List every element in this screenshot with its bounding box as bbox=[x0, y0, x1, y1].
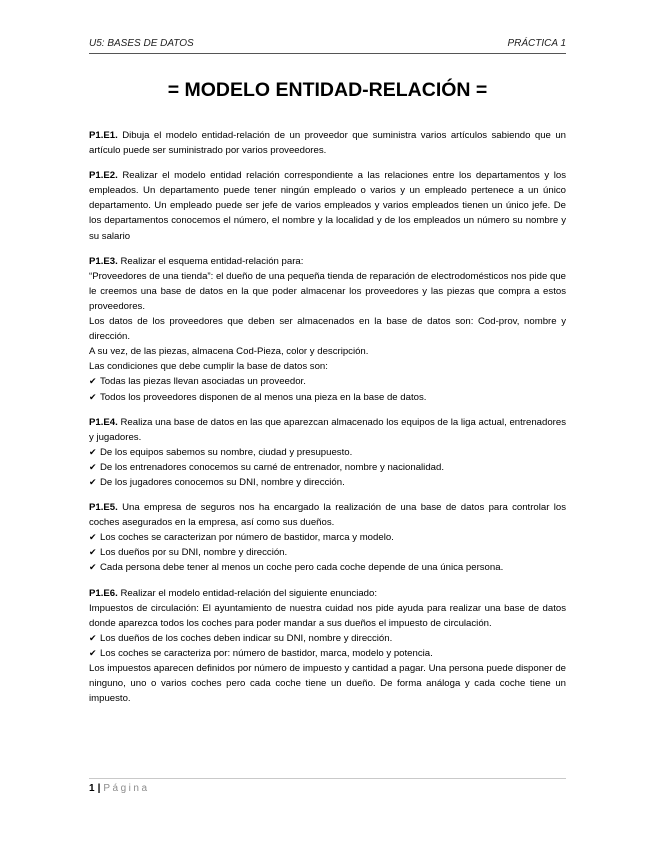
exercise-paragraph bbox=[89, 500, 566, 530]
bullet-text: Cada persona debe tener al menos un coche pero cada coche depende de una única persona. bbox=[100, 562, 504, 574]
exercise-paragraph bbox=[89, 314, 566, 344]
exercise-text: Las condiciones que debe cumplir la base de datos son: bbox=[89, 361, 328, 373]
exercise-paragraph bbox=[89, 254, 566, 269]
bullet-text: Los coches se caracterizan por número de bastidor, marca y modelo. bbox=[100, 532, 394, 544]
bullet-item bbox=[89, 390, 566, 405]
exercise-section bbox=[89, 254, 566, 405]
exercise-text: Realiza una base de datos en las que aparezcan almacenado los equipos de la liga actual, entrenadores y jugadores. bbox=[89, 416, 566, 443]
page-footer bbox=[89, 778, 566, 794]
check-icon: ✔ bbox=[89, 446, 97, 457]
exercise-text: “Proveedores de una tienda”: el dueño de una pequeña tienda de reparación de electrodomésticos nos pide que le creemos una base de datos en la que poder almacenar los proveedores y las piezas que compra a estos proveedores. bbox=[89, 270, 566, 312]
exercise-code: P1.E4. bbox=[89, 416, 118, 428]
check-icon: ✔ bbox=[89, 532, 97, 543]
check-icon: ✔ bbox=[89, 632, 97, 643]
check-icon: ✔ bbox=[89, 647, 97, 658]
bullet-item bbox=[89, 460, 566, 475]
check-icon: ✔ bbox=[89, 461, 97, 472]
exercise-code: P1.E1. bbox=[89, 130, 118, 141]
footer-separator: | bbox=[97, 783, 101, 794]
header-right: PRÁCTICA 1 bbox=[507, 38, 566, 49]
check-icon: ✔ bbox=[89, 547, 97, 558]
bullet-item bbox=[89, 374, 566, 389]
exercise-text: Realizar el esquema entidad-relación para: bbox=[120, 255, 304, 267]
page-word: Página bbox=[103, 783, 150, 794]
exercise-text: Dibuja el modelo entidad-relación de un proveedor que suministra varios artículos sabiendo que un artículo puede ser suministrado por varios proveedores. bbox=[89, 130, 566, 157]
exercise-paragraph bbox=[89, 128, 566, 158]
document-title: = MODELO ENTIDAD-RELACIÓN = bbox=[167, 79, 488, 101]
exercise-code: P1.E6. bbox=[89, 587, 118, 599]
bullet-item bbox=[89, 631, 566, 646]
bullet-item bbox=[89, 530, 566, 545]
bullet-item bbox=[89, 560, 566, 575]
exercise-paragraph bbox=[89, 359, 566, 374]
page-header bbox=[89, 38, 566, 54]
exercise-paragraph bbox=[89, 586, 566, 601]
bullet-text: Los dueños de los coches deben indicar su DNI, nombre y dirección. bbox=[100, 632, 393, 644]
check-icon: ✔ bbox=[89, 562, 97, 573]
bullet-text: Todos los proveedores disponen de al menos una pieza en la base de datos. bbox=[100, 391, 427, 403]
exercise-section bbox=[89, 168, 566, 243]
exercise-code: P1.E2. bbox=[89, 170, 118, 182]
check-icon: ✔ bbox=[89, 391, 97, 402]
exercise-text: Realizar el modelo entidad relación correspondiente a las relaciones entre los departamentos y los empleados. Un departamento puede tener ningún empleado o varios y un empleado pertenece a un único departamento. Un empleado puede ser jefe de varios empleados y varios empleados tienen un único jefe. De los departamentos conocemos el número, el nombre y la localidad y de los empleados un número su nombre y su salario bbox=[89, 170, 567, 242]
exercise-text: Los datos de los proveedores que deben ser almacenados en la base de datos son: Cod-prov, nombre y dirección. bbox=[89, 316, 566, 343]
bullet-text: De los entrenadores conocemos su carné de entrenador, nombre y nacionalidad. bbox=[100, 461, 444, 473]
exercise-text: Una empresa de seguros nos ha encargado la realización de una base de datos para controlar los coches asegurados en la empresa, así como sus dueños. bbox=[89, 502, 566, 529]
exercise-text: Realizar el modelo entidad-relación del siguiente enunciado: bbox=[120, 587, 378, 599]
bullet-item bbox=[89, 545, 566, 560]
exercise-section bbox=[89, 500, 566, 575]
bullet-text: Los coches se caracteriza por: número de bastidor, marca, modelo y potencia. bbox=[100, 647, 433, 659]
exercise-text: Impuestos de circulación: El ayuntamiento de nuestra cuidad nos pide ayuda para realizar una base de datos donde aparezca todos los coches para poder mandar a sus dueños el impuesto de circulación. bbox=[89, 602, 566, 629]
check-icon: ✔ bbox=[89, 476, 97, 487]
bullet-text: Todas las piezas llevan asociadas un proveedor. bbox=[100, 376, 306, 388]
exercise-list bbox=[89, 128, 566, 716]
exercise-text: A su vez, de las piezas, almacena Cod-Pieza, color y descripción. bbox=[89, 346, 369, 358]
bullet-text: Los dueños por su DNI, nombre y dirección. bbox=[100, 547, 288, 559]
exercise-section bbox=[89, 415, 566, 490]
exercise-paragraph: Los impuestos aparecen definidos por número de impuesto y cantidad a pagar. Una persona puede disponer de ninguno, uno o varios coches pero cada coche tiene un dueño. De forma análoga y cada coche tiene un impuesto. bbox=[89, 663, 566, 705]
bullet-item bbox=[89, 646, 566, 661]
bullet-item bbox=[89, 475, 566, 490]
page-number: 1 bbox=[89, 783, 95, 794]
bullet-text: De los equipos sabemos su nombre, ciudad y presupuesto. bbox=[100, 446, 353, 458]
exercise-code: P1.E5. bbox=[89, 502, 118, 514]
exercise-paragraph bbox=[89, 269, 566, 314]
exercise-paragraph bbox=[89, 601, 566, 631]
bullet-text: De los jugadores conocemos su DNI, nombre y dirección. bbox=[100, 476, 345, 488]
exercise-paragraph bbox=[89, 344, 566, 359]
exercise-section bbox=[89, 128, 566, 158]
exercise-section bbox=[89, 586, 566, 707]
check-icon: ✔ bbox=[89, 376, 97, 387]
bullet-item bbox=[89, 445, 566, 460]
exercise-code: P1.E3. bbox=[89, 255, 118, 267]
exercise-paragraph bbox=[89, 415, 566, 445]
exercise-paragraph bbox=[89, 168, 566, 243]
header-left: U5: BASES DE DATOS bbox=[89, 38, 194, 49]
